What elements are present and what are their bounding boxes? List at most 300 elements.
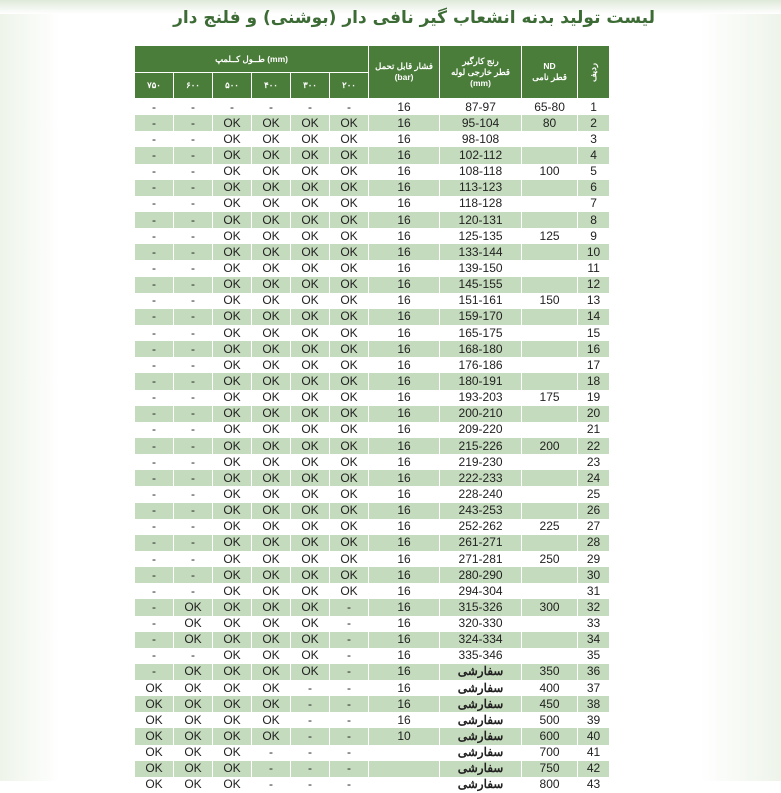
cell-length-500: OK [213, 325, 252, 341]
cell-length-500: OK [213, 309, 252, 325]
cell-length-750: - [135, 583, 174, 599]
cell-row-number: 9 [578, 228, 610, 244]
cell-length-600: OK [174, 616, 213, 632]
table-row [135, 196, 610, 212]
cell-nd: 175 [522, 390, 578, 406]
cell-range: سفارشی [440, 728, 522, 744]
cell-length-750: - [135, 180, 174, 196]
cell-length-300: OK [291, 293, 330, 309]
cell-nd: 150 [522, 293, 578, 309]
cell-length-400: OK [252, 567, 291, 583]
cell-nd [522, 373, 578, 389]
cell-pressure: 16 [369, 422, 440, 438]
cell-length-600: - [174, 196, 213, 212]
cell-length-750: - [135, 196, 174, 212]
table-row [135, 728, 610, 744]
cell-nd: 450 [522, 696, 578, 712]
cell-length-200: OK [330, 535, 369, 551]
cell-length-600: - [174, 228, 213, 244]
cell-row-number: 20 [578, 406, 610, 422]
cell-length-600: - [174, 277, 213, 293]
cell-length-400: OK [252, 228, 291, 244]
cell-length-400: OK [252, 180, 291, 196]
cell-range: 87-97 [440, 99, 522, 116]
cell-length-600: - [174, 309, 213, 325]
cell-length-300: OK [291, 147, 330, 163]
cell-length-600: - [174, 341, 213, 357]
cell-length-750: OK [135, 712, 174, 728]
cell-length-400: OK [252, 664, 291, 680]
cell-length-300: OK [291, 567, 330, 583]
table-row [135, 599, 610, 615]
cell-length-750: - [135, 551, 174, 567]
cell-length-400: OK [252, 293, 291, 309]
table-row [135, 696, 610, 712]
cell-pressure: 16 [369, 438, 440, 454]
cell-length-750: - [135, 147, 174, 163]
table-row [135, 519, 610, 535]
cell-pressure: 16 [369, 228, 440, 244]
cell-length-750: - [135, 470, 174, 486]
cell-length-750: - [135, 99, 174, 116]
cell-length-500: OK [213, 164, 252, 180]
table-row [135, 406, 610, 422]
cell-nd [522, 131, 578, 147]
cell-length-500: OK [213, 728, 252, 744]
cell-length-600: - [174, 519, 213, 535]
cell-length-600: - [174, 293, 213, 309]
cell-pressure: 16 [369, 583, 440, 599]
cell-length-400: OK [252, 503, 291, 519]
table-row [135, 277, 610, 293]
table-row [135, 357, 610, 373]
cell-length-500: OK [213, 632, 252, 648]
cell-length-400: OK [252, 712, 291, 728]
cell-nd [522, 244, 578, 260]
cell-length-400: OK [252, 648, 291, 664]
cell-length-300: OK [291, 486, 330, 502]
table-row [135, 147, 610, 163]
cell-pressure: 16 [369, 115, 440, 131]
cell-length-200: OK [330, 325, 369, 341]
cell-range: 159-170 [440, 309, 522, 325]
cell-length-600: - [174, 99, 213, 116]
header-pressure [369, 46, 440, 99]
cell-row-number: 29 [578, 551, 610, 567]
table-row [135, 777, 610, 793]
cell-length-750: - [135, 341, 174, 357]
cell-pressure: 16 [369, 632, 440, 648]
cell-length-600: - [174, 438, 213, 454]
table-header [135, 46, 610, 99]
cell-pressure: 16 [369, 696, 440, 712]
cell-row-number: 36 [578, 664, 610, 680]
cell-length-300: OK [291, 212, 330, 228]
cell-range: 315-326 [440, 599, 522, 615]
cell-length-300: OK [291, 228, 330, 244]
cell-length-750: - [135, 454, 174, 470]
cell-length-200: - [330, 745, 369, 761]
cell-length-200: OK [330, 309, 369, 325]
cell-pressure: 16 [369, 196, 440, 212]
table-row [135, 712, 610, 728]
cell-length-600: - [174, 147, 213, 163]
cell-pressure: 16 [369, 712, 440, 728]
cell-length-750: - [135, 228, 174, 244]
cell-length-500: OK [213, 761, 252, 777]
cell-length-200: - [330, 728, 369, 744]
cell-length-200: OK [330, 180, 369, 196]
cell-length-300: - [291, 761, 330, 777]
cell-row-number: 2 [578, 115, 610, 131]
table-row [135, 99, 610, 116]
cell-range: سفارشی [440, 761, 522, 777]
cell-length-750: - [135, 293, 174, 309]
cell-range: 243-253 [440, 503, 522, 519]
cell-range: 95-104 [440, 115, 522, 131]
cell-length-500: OK [213, 648, 252, 664]
cell-nd: 350 [522, 664, 578, 680]
table-row [135, 180, 610, 196]
cell-length-600: - [174, 470, 213, 486]
header-length-600: ۶۰۰ [174, 73, 213, 99]
table-row [135, 761, 610, 777]
cell-pressure: 16 [369, 373, 440, 389]
cell-pressure [369, 761, 440, 777]
header-clamp-length-label: طــول کــلمپ (mm) [215, 54, 288, 64]
cell-length-600: - [174, 454, 213, 470]
cell-length-500: OK [213, 696, 252, 712]
cell-row-number: 33 [578, 616, 610, 632]
cell-length-600: - [174, 503, 213, 519]
cell-length-300: OK [291, 277, 330, 293]
cell-row-number: 37 [578, 680, 610, 696]
cell-length-300: OK [291, 309, 330, 325]
cell-row-number: 25 [578, 486, 610, 502]
cell-length-750: OK [135, 745, 174, 761]
cell-length-300: - [291, 680, 330, 696]
cell-length-750: OK [135, 696, 174, 712]
cell-length-300: OK [291, 599, 330, 615]
cell-range: 120-131 [440, 212, 522, 228]
cell-range: 252-262 [440, 519, 522, 535]
cell-length-500: OK [213, 745, 252, 761]
cell-pressure: 16 [369, 147, 440, 163]
cell-length-600: - [174, 583, 213, 599]
cell-length-200: OK [330, 212, 369, 228]
cell-length-300: - [291, 745, 330, 761]
header-nd-label: ND [522, 61, 577, 72]
cell-row-number: 23 [578, 454, 610, 470]
cell-row-number: 7 [578, 196, 610, 212]
cell-row-number: 19 [578, 390, 610, 406]
cell-length-600: - [174, 390, 213, 406]
cell-range: 280-290 [440, 567, 522, 583]
cell-row-number: 31 [578, 583, 610, 599]
cell-length-500: OK [213, 438, 252, 454]
cell-length-750: - [135, 212, 174, 228]
header-range-label: رنج کارگیر [440, 56, 521, 67]
cell-length-200: - [330, 680, 369, 696]
cell-range: 261-271 [440, 535, 522, 551]
cell-length-300: OK [291, 551, 330, 567]
cell-length-400: OK [252, 373, 291, 389]
cell-length-200: OK [330, 454, 369, 470]
cell-pressure: 16 [369, 454, 440, 470]
cell-pressure: 16 [369, 325, 440, 341]
cell-nd [522, 486, 578, 502]
cell-length-400: OK [252, 519, 291, 535]
cell-range: 98-108 [440, 131, 522, 147]
cell-row-number: 42 [578, 761, 610, 777]
cell-length-400: - [252, 761, 291, 777]
cell-length-750: - [135, 422, 174, 438]
cell-length-300: OK [291, 406, 330, 422]
cell-length-500: OK [213, 244, 252, 260]
table-row [135, 131, 610, 147]
cell-nd [522, 277, 578, 293]
cell-length-300: OK [291, 438, 330, 454]
cell-length-300: - [291, 712, 330, 728]
cell-length-300: OK [291, 519, 330, 535]
cell-pressure: 16 [369, 567, 440, 583]
cell-range: 176-186 [440, 357, 522, 373]
cell-pressure: 16 [369, 180, 440, 196]
cell-length-200: OK [330, 115, 369, 131]
table-row [135, 486, 610, 502]
cell-length-400: OK [252, 535, 291, 551]
product-table [134, 45, 610, 793]
cell-length-750: - [135, 664, 174, 680]
cell-length-500: OK [213, 357, 252, 373]
cell-row-number: 3 [578, 131, 610, 147]
cell-range: 102-112 [440, 147, 522, 163]
table-row [135, 745, 610, 761]
cell-length-400: OK [252, 325, 291, 341]
cell-length-600: - [174, 164, 213, 180]
cell-length-750: - [135, 567, 174, 583]
cell-nd [522, 341, 578, 357]
cell-range: 228-240 [440, 486, 522, 502]
table-row [135, 164, 610, 180]
cell-row-number: 4 [578, 147, 610, 163]
cell-row-number: 35 [578, 648, 610, 664]
cell-length-500: OK [213, 486, 252, 502]
cell-length-200: - [330, 761, 369, 777]
cell-range: 151-161 [440, 293, 522, 309]
cell-pressure: 16 [369, 277, 440, 293]
cell-nd: 400 [522, 680, 578, 696]
cell-pressure: 16 [369, 664, 440, 680]
cell-length-300: OK [291, 260, 330, 276]
cell-length-300: OK [291, 648, 330, 664]
cell-length-500: OK [213, 535, 252, 551]
cell-length-750: - [135, 244, 174, 260]
cell-range: 133-144 [440, 244, 522, 260]
cell-length-200: OK [330, 164, 369, 180]
cell-range: 222-233 [440, 470, 522, 486]
cell-row-number: 11 [578, 260, 610, 276]
cell-row-number: 41 [578, 745, 610, 761]
cell-range: 219-230 [440, 454, 522, 470]
cell-length-750: - [135, 535, 174, 551]
cell-nd [522, 503, 578, 519]
table-row [135, 325, 610, 341]
cell-length-750: - [135, 616, 174, 632]
cell-pressure: 16 [369, 470, 440, 486]
cell-nd: 125 [522, 228, 578, 244]
cell-length-500: OK [213, 131, 252, 147]
cell-length-600: - [174, 486, 213, 502]
cell-range: سفارشی [440, 680, 522, 696]
cell-pressure: 16 [369, 390, 440, 406]
cell-range: سفارشی [440, 664, 522, 680]
cell-row-number: 10 [578, 244, 610, 260]
cell-nd: 200 [522, 438, 578, 454]
cell-range: 168-180 [440, 341, 522, 357]
cell-length-200: - [330, 664, 369, 680]
cell-length-400: OK [252, 551, 291, 567]
cell-length-200: OK [330, 390, 369, 406]
cell-length-300: - [291, 696, 330, 712]
cell-length-300: OK [291, 341, 330, 357]
cell-length-600: OK [174, 745, 213, 761]
cell-row-number: 1 [578, 99, 610, 116]
cell-length-300: OK [291, 664, 330, 680]
cell-length-200: OK [330, 147, 369, 163]
cell-nd [522, 567, 578, 583]
cell-pressure: 16 [369, 486, 440, 502]
table-row [135, 583, 610, 599]
page-title: لیست تولید بدنه انشعاب گیر نافی دار (بوشنی) و فلنج دار [173, 8, 655, 28]
cell-length-200: OK [330, 503, 369, 519]
header-length-400: ۴۰۰ [252, 73, 291, 99]
cell-length-750: - [135, 115, 174, 131]
cell-nd [522, 147, 578, 163]
cell-range: سفارشی [440, 712, 522, 728]
cell-length-750: OK [135, 728, 174, 744]
cell-length-300: OK [291, 503, 330, 519]
cell-row-number: 21 [578, 422, 610, 438]
cell-length-600: OK [174, 777, 213, 793]
table-body [135, 99, 610, 793]
cell-length-200: - [330, 599, 369, 615]
cell-range: 118-128 [440, 196, 522, 212]
cell-length-400: OK [252, 260, 291, 276]
cell-length-400: OK [252, 131, 291, 147]
cell-length-200: OK [330, 293, 369, 309]
cell-nd [522, 583, 578, 599]
cell-range: 193-203 [440, 390, 522, 406]
cell-length-750: - [135, 309, 174, 325]
cell-length-500: - [213, 99, 252, 116]
cell-row-number: 34 [578, 632, 610, 648]
cell-row-number: 27 [578, 519, 610, 535]
cell-range: 113-123 [440, 180, 522, 196]
cell-length-500: OK [213, 406, 252, 422]
cell-length-500: OK [213, 470, 252, 486]
cell-length-750: - [135, 357, 174, 373]
cell-nd: 225 [522, 519, 578, 535]
cell-range: 145-155 [440, 277, 522, 293]
cell-length-400: OK [252, 277, 291, 293]
table-row [135, 422, 610, 438]
cell-pressure: 10 [369, 728, 440, 744]
cell-length-500: OK [213, 599, 252, 615]
cell-length-200: OK [330, 228, 369, 244]
table-row [135, 648, 610, 664]
cell-length-200: OK [330, 470, 369, 486]
cell-length-600: - [174, 180, 213, 196]
header-length-750: ۷۵۰ [135, 73, 174, 99]
cell-length-600: OK [174, 632, 213, 648]
cell-length-500: OK [213, 390, 252, 406]
cell-length-400: OK [252, 422, 291, 438]
cell-length-200: OK [330, 583, 369, 599]
cell-pressure: 16 [369, 244, 440, 260]
table-row [135, 373, 610, 389]
cell-row-number: 6 [578, 180, 610, 196]
cell-length-200: - [330, 616, 369, 632]
table-row [135, 228, 610, 244]
cell-length-600: - [174, 115, 213, 131]
cell-length-300: OK [291, 244, 330, 260]
cell-length-500: OK [213, 147, 252, 163]
cell-length-600: - [174, 406, 213, 422]
cell-length-400: OK [252, 680, 291, 696]
cell-length-600: OK [174, 664, 213, 680]
cell-range: 180-191 [440, 373, 522, 389]
cell-range: 215-226 [440, 438, 522, 454]
cell-range: سفارشی [440, 777, 522, 793]
cell-length-200: - [330, 712, 369, 728]
cell-length-400: OK [252, 212, 291, 228]
cell-length-400: OK [252, 486, 291, 502]
cell-nd: 250 [522, 551, 578, 567]
table-row [135, 244, 610, 260]
cell-row-number: 17 [578, 357, 610, 373]
cell-length-500: OK [213, 212, 252, 228]
cell-length-200: OK [330, 260, 369, 276]
cell-row-number: 18 [578, 373, 610, 389]
cell-range: 108-118 [440, 164, 522, 180]
cell-pressure [369, 777, 440, 793]
cell-length-500: OK [213, 260, 252, 276]
table-row [135, 503, 610, 519]
table-row [135, 680, 610, 696]
cell-length-500: OK [213, 712, 252, 728]
cell-length-300: OK [291, 164, 330, 180]
cell-length-750: OK [135, 761, 174, 777]
cell-length-200: OK [330, 277, 369, 293]
cell-pressure: 16 [369, 164, 440, 180]
table-row [135, 115, 610, 131]
cell-length-300: OK [291, 180, 330, 196]
cell-row-number: 30 [578, 567, 610, 583]
cell-length-750: OK [135, 680, 174, 696]
cell-pressure: 16 [369, 535, 440, 551]
table-row [135, 212, 610, 228]
cell-length-400: OK [252, 357, 291, 373]
cell-length-750: - [135, 486, 174, 502]
cell-length-500: OK [213, 228, 252, 244]
cell-length-750: - [135, 632, 174, 648]
cell-range: 320-330 [440, 616, 522, 632]
cell-length-750: OK [135, 777, 174, 793]
cell-length-750: - [135, 406, 174, 422]
cell-length-750: - [135, 164, 174, 180]
cell-length-200: - [330, 99, 369, 116]
